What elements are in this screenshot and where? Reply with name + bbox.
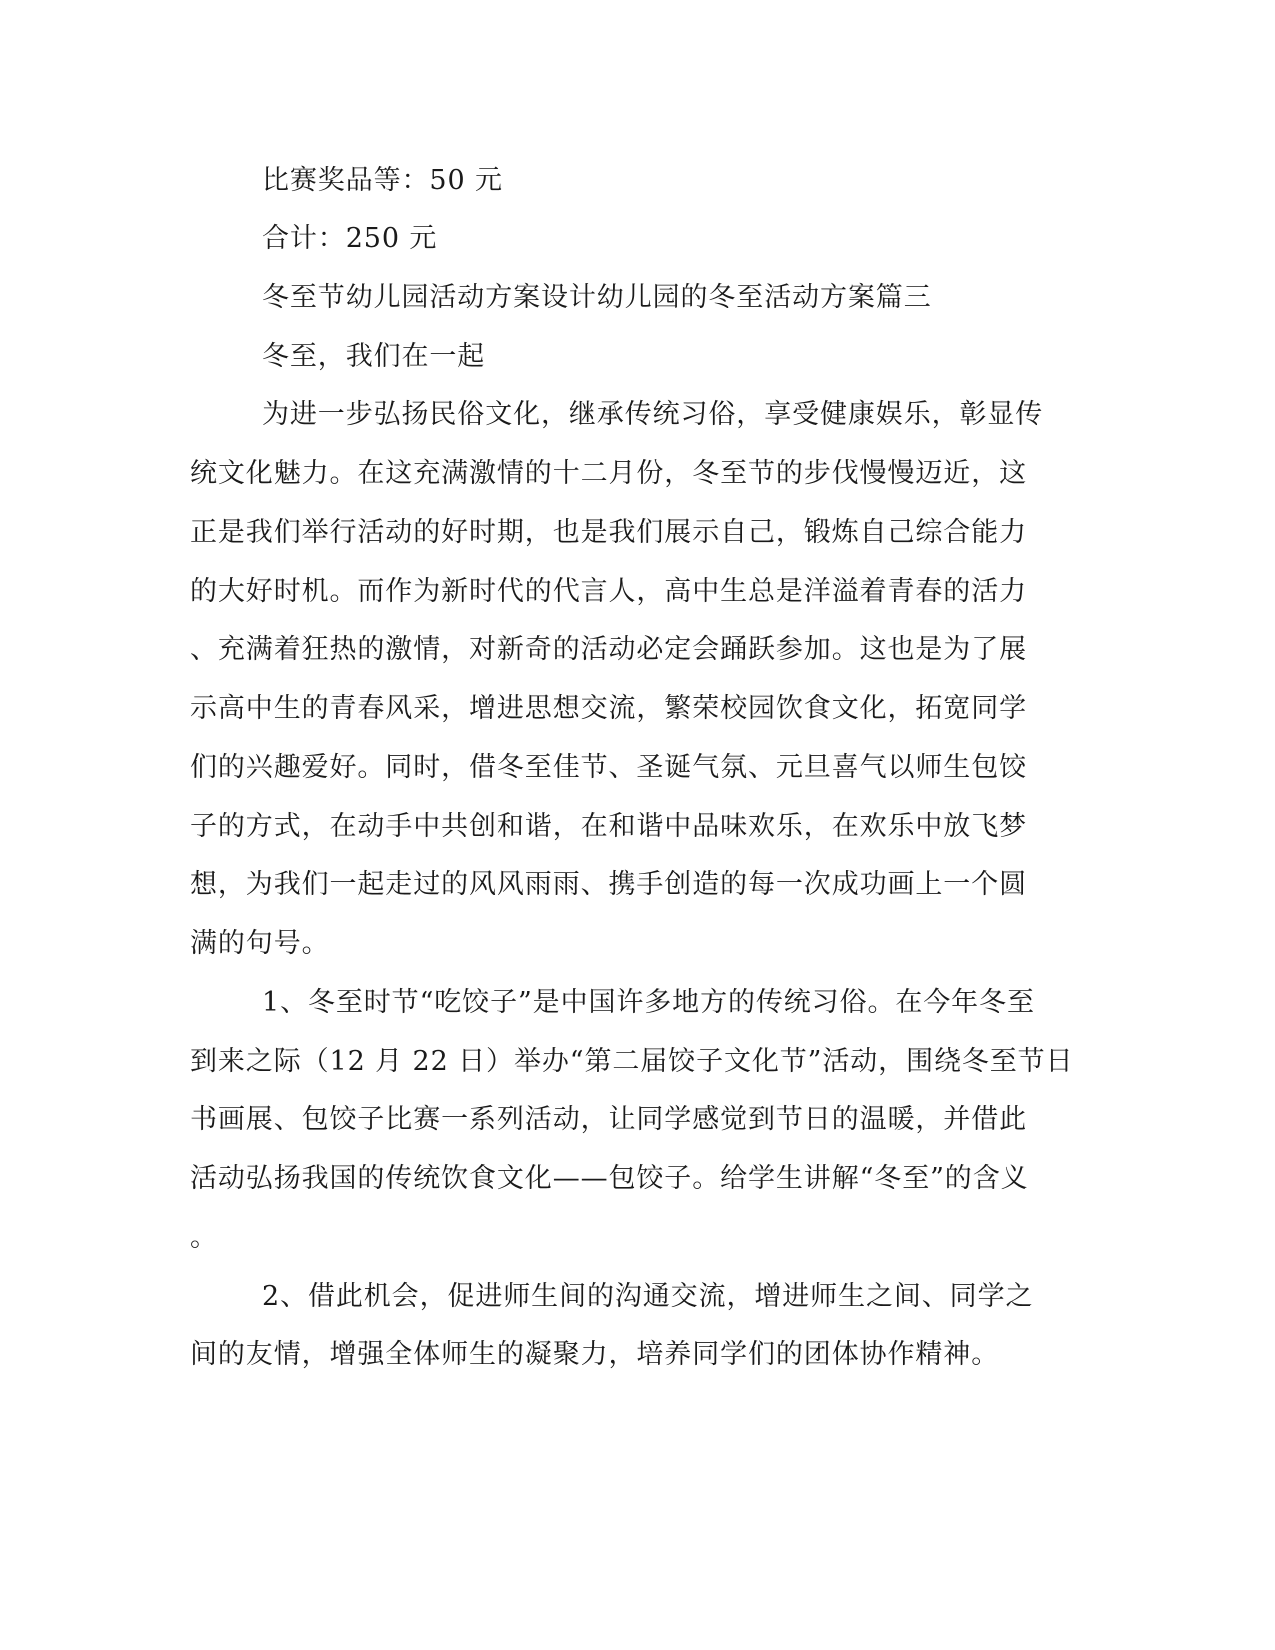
paragraph-line: 到来之际（12 月 22 日）举办“第二届饺子文化节”活动，围绕冬至节日	[190, 1046, 1074, 1077]
paragraph-line: 满的句号。	[190, 928, 330, 959]
paragraph-line: 们的兴趣爱好。同时，借冬至佳节、圣诞气氛、元旦喜气以师生包饺	[190, 752, 1027, 783]
paragraph-line: 示高中生的青春风采，增进思想交流，繁荣校园饮食文化，拓宽同学	[190, 693, 1027, 724]
paragraph-line: 正是我们举行活动的好时期，也是我们展示自己，锻炼自己综合能力	[190, 517, 1027, 548]
paragraph-line: 子的方式，在动手中共创和谐，在和谐中品味欢乐，在欢乐中放飞梦	[190, 811, 1027, 842]
paragraph-line: 想，为我们一起走过的风风雨雨、携手创造的每一次成功画上一个圆	[190, 869, 1027, 900]
budget-total-line: 合计：250 元	[262, 223, 438, 254]
paragraph-line: 的大好时机。而作为新时代的代言人，高中生总是洋溢着青春的活力	[190, 576, 1027, 607]
section-title: 冬至节幼儿园活动方案设计幼儿园的冬至活动方案篇三	[262, 282, 932, 313]
paragraph-line: 、充满着狂热的激情，对新奇的活动必定会踊跃参加。这也是为了展	[190, 634, 1027, 665]
paragraph-line: 2、借此机会，促进师生间的沟通交流，增进师生之间、同学之	[262, 1281, 1034, 1312]
paragraph-line: 。	[190, 1222, 218, 1253]
paragraph-line: 间的友情，增强全体师生的凝聚力，培养同学们的团体协作精神。	[190, 1339, 1000, 1370]
budget-prizes-line: 比赛奖品等：50 元	[262, 165, 503, 196]
paragraph-line: 统文化魅力。在这充满激情的十二月份，冬至节的步伐慢慢迈近，这	[190, 458, 1027, 489]
paragraph-line: 书画展、包饺子比赛一系列活动，让同学感觉到节日的温暖，并借此	[190, 1104, 1027, 1135]
paragraph-line: 1、冬至时节“吃饺子”是中国许多地方的传统习俗。在今年冬至	[262, 987, 1035, 1018]
paragraph-line: 活动弘扬我国的传统饮食文化——包饺子。给学生讲解“冬至”的含义	[190, 1163, 1029, 1194]
paragraph-line: 为进一步弘扬民俗文化，继承传统习俗，享受健康娱乐，彰显传	[262, 399, 1044, 430]
theme-heading: 冬至，我们在一起	[262, 341, 486, 372]
